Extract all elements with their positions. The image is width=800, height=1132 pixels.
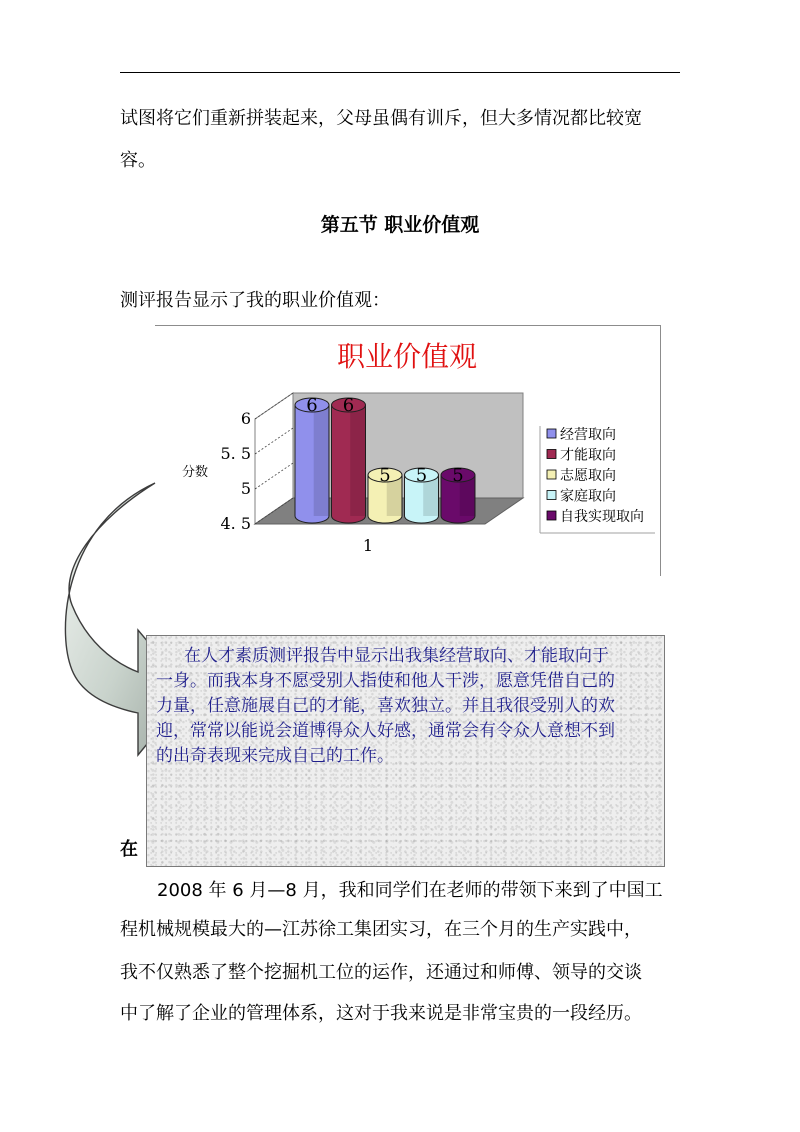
chart-tick-label: 4. 5 — [220, 514, 251, 533]
chart-data-label: 6 — [342, 395, 355, 416]
callout-line: 力量，任意施展自己的才能，喜欢独立。并且我很受别人的欢 — [156, 696, 615, 716]
chart-category-label: 1 — [362, 536, 374, 555]
callout-line: 迎，常常以能说会道博得众人好感，通常会有令众人意想不到 — [156, 721, 615, 741]
chart-legend-label: 自我实现取向 — [560, 509, 644, 525]
callout-line: 一身。而我本身不愿受别人指使和他人干涉，愿意凭借自己的 — [156, 671, 615, 691]
intro-line-2: 容。 — [120, 150, 156, 171]
chart-legend-label: 才能取向 — [560, 447, 616, 464]
chart-tick-label: 5. 5 — [220, 444, 251, 463]
callout-line: 在人才素质测评报告中显示出我集经营取向、才能取向于 — [184, 646, 609, 666]
chart-data-label: 6 — [306, 395, 318, 416]
chart-title: 职业价值观 — [336, 340, 478, 373]
callout-text — [156, 644, 658, 769]
body-line-2: 程机械规模最大的—江苏徐工集团实习，在三个月的生产实践中， — [120, 919, 642, 940]
chart-tick-label: 6 — [240, 409, 251, 428]
chart-data-label: 5 — [452, 465, 464, 486]
lead-text: 测评报告显示了我的职业价值观： — [120, 290, 390, 311]
chart-y-axis-label: 分数 — [182, 465, 209, 480]
intro-line-1: 试图将它们重新拼装起来，父母虽偶有训斥，但大多情况都比较宽 — [120, 108, 642, 129]
callout-line: 的出奇表现来完成自己的工作。 — [156, 746, 394, 766]
chart-data-label: 5 — [379, 465, 391, 486]
obscured-heading: 在 — [120, 839, 138, 860]
body-line-3: 我不仅熟悉了整个挖掘机工位的运作，还通过和师傅、领导的交谈 — [120, 962, 642, 983]
chart-tick-label: 5 — [240, 479, 251, 498]
section-title: 第五节 职业价值观 — [320, 214, 480, 236]
body-line-4: 中了解了企业的管理体系，这对于我来说是非常宝贵的一段经历。 — [120, 1003, 642, 1024]
body-line-1: 2008 年 6 月—8 月，我和同学们在老师的带领下来到了中国工 — [157, 880, 663, 901]
chart-legend-label: 志愿取向 — [560, 468, 616, 484]
chart-legend-label: 经营取向 — [560, 427, 616, 443]
chart-data-label: 5 — [415, 465, 428, 486]
chart-legend-label: 家庭取向 — [560, 488, 616, 505]
